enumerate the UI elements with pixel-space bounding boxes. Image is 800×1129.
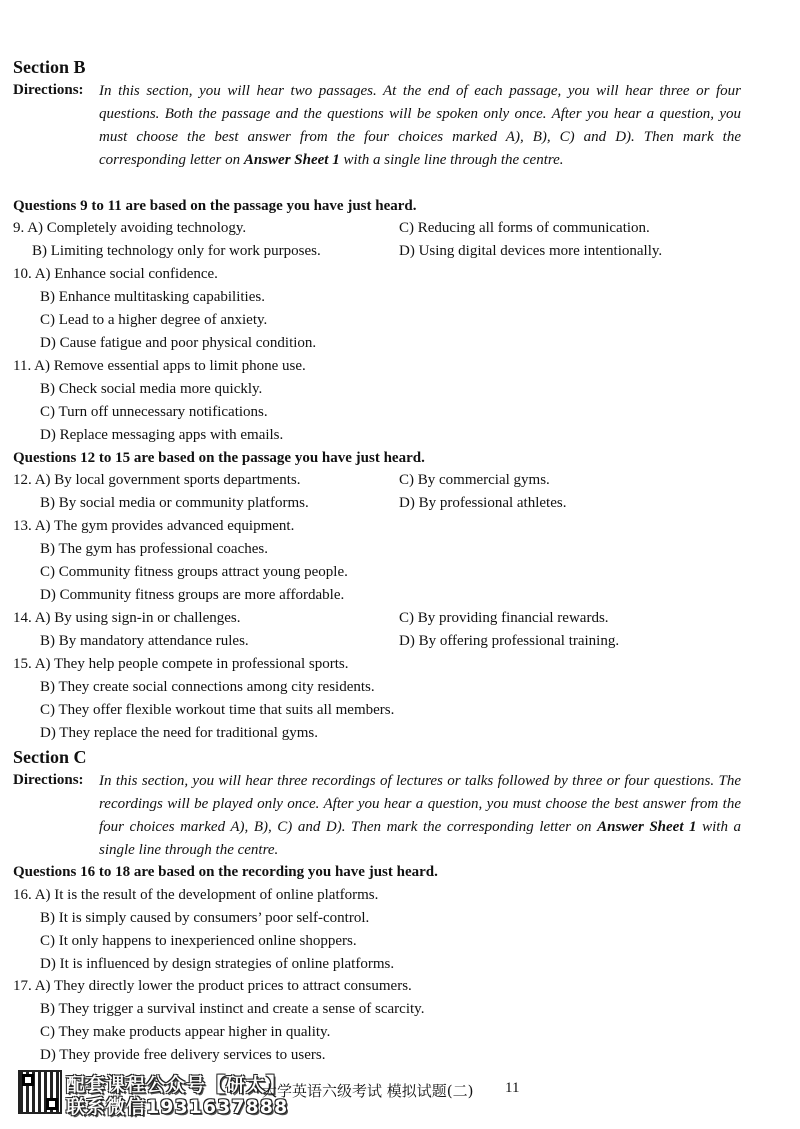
question-10-option-a: 10. A) Enhance social confidence. xyxy=(13,266,218,282)
question-15-option-c: C) They offer flexible workout time that suits all members. xyxy=(40,702,395,718)
question-13-option-a: 13. A) The gym provides advanced equipment. xyxy=(13,518,295,534)
question-11-option-b: B) Check social media more quickly. xyxy=(40,381,263,397)
questions-9-11-heading: Questions 9 to 11 are based on the passage you have just heard. xyxy=(13,198,417,214)
question-15-option-d: D) They replace the need for traditional gyms. xyxy=(40,725,318,741)
section-c-directions-label: Directions: xyxy=(13,772,84,788)
question-9-option-c: C) Reducing all forms of communication. xyxy=(399,220,650,236)
question-15-option-b: B) They create social connections among city residents. xyxy=(40,679,375,695)
question-12-option-c: C) By commercial gyms. xyxy=(399,472,550,488)
page-footer xyxy=(18,1070,578,1116)
question-12-option-a: 12. A) By local government sports departments. xyxy=(13,472,301,488)
question-16-option-d: D) It is influenced by design strategies of online platforms. xyxy=(40,956,395,972)
question-17-option-a: 17. A) They directly lower the product prices to attract consumers. xyxy=(13,978,412,994)
questions-16-18-heading: Questions 16 to 18 are based on the recording you have just heard. xyxy=(13,864,438,880)
question-14-option-c: C) By providing financial rewards. xyxy=(399,610,609,626)
question-10-option-c: C) Lead to a higher degree of anxiety. xyxy=(40,312,268,328)
watermark-line-2: 联系微信1931637888 xyxy=(66,1096,289,1118)
question-10-option-d: D) Cause fatigue and poor physical condition. xyxy=(40,335,317,351)
section-b-directions-label: Directions: xyxy=(13,82,84,98)
footer-exam-title: 大学英语六级考试 模拟试题(二) xyxy=(262,1082,474,1100)
question-13-option-c: C) Community fitness groups attract young people. xyxy=(40,564,348,580)
question-17-option-d: D) They provide free delivery services to users. xyxy=(40,1047,326,1063)
questions-12-15-heading: Questions 12 to 15 are based on the passage you have just heard. xyxy=(13,450,425,466)
page-number: 11 xyxy=(505,1080,520,1096)
question-17-option-b: B) They trigger a survival instinct and create a sense of scarcity. xyxy=(40,1001,425,1017)
question-9-option-b: B) Limiting technology only for work purposes. xyxy=(32,243,321,259)
question-13-option-d: D) Community fitness groups are more affordable. xyxy=(40,587,345,603)
question-11-option-c: C) Turn off unnecessary notifications. xyxy=(40,404,268,420)
section-b-title: Section B xyxy=(13,57,86,77)
question-15-option-a: 15. A) They help people compete in professional sports. xyxy=(13,656,349,672)
question-16-option-c: C) It only happens to inexperienced online shoppers. xyxy=(40,933,357,949)
question-14-option-d: D) By offering professional training. xyxy=(399,633,620,649)
question-10-option-b: B) Enhance multitasking capabilities. xyxy=(40,289,265,305)
section-b-directions-text: In this section, you will hear two passages. At the end of each passage, you will hear three or four questions. Both the passage and the questions will be spoken only once. After you hear a question, you must choose the best answer from the four choices marked A), B), C) and D). Then mark the corresponding letter on Answer Sheet 1 with a single line through the centre. xyxy=(99,83,741,168)
question-9-option-a: 9. A) Completely avoiding technology. xyxy=(13,220,247,236)
question-11-option-a: 11. A) Remove essential apps to limit phone use. xyxy=(13,358,306,374)
qr-code-icon xyxy=(18,1070,62,1114)
section-c-directions-text: In this section, you will hear three recordings of lectures or talks followed by three or four questions. The recordings will be played only once. After you hear a question, you must choose the best answer from the four choices marked A), B), C) and D). Then mark the corresponding letter on Answer Sheet 1 with a single line through the centre. xyxy=(99,773,742,858)
question-9-option-d: D) Using digital devices more intentionally. xyxy=(399,243,663,259)
question-16-option-a: 16. A) It is the result of the development of online platforms. xyxy=(13,887,379,903)
question-14-option-a: 14. A) By using sign-in or challenges. xyxy=(13,610,241,626)
section-c-title: Section C xyxy=(13,747,87,767)
question-17-option-c: C) They make products appear higher in quality. xyxy=(40,1024,331,1040)
watermark-line-1: 配套课程公众号【研太】 xyxy=(66,1074,287,1096)
question-13-option-b: B) The gym has professional coaches. xyxy=(40,541,268,557)
question-12-option-b: B) By social media or community platforms. xyxy=(40,495,309,511)
question-11-option-d: D) Replace messaging apps with emails. xyxy=(40,427,284,443)
question-14-option-b: B) By mandatory attendance rules. xyxy=(40,633,249,649)
question-16-option-b: B) It is simply caused by consumers’ poor self-control. xyxy=(40,910,370,926)
question-12-option-d: D) By professional athletes. xyxy=(399,495,567,511)
